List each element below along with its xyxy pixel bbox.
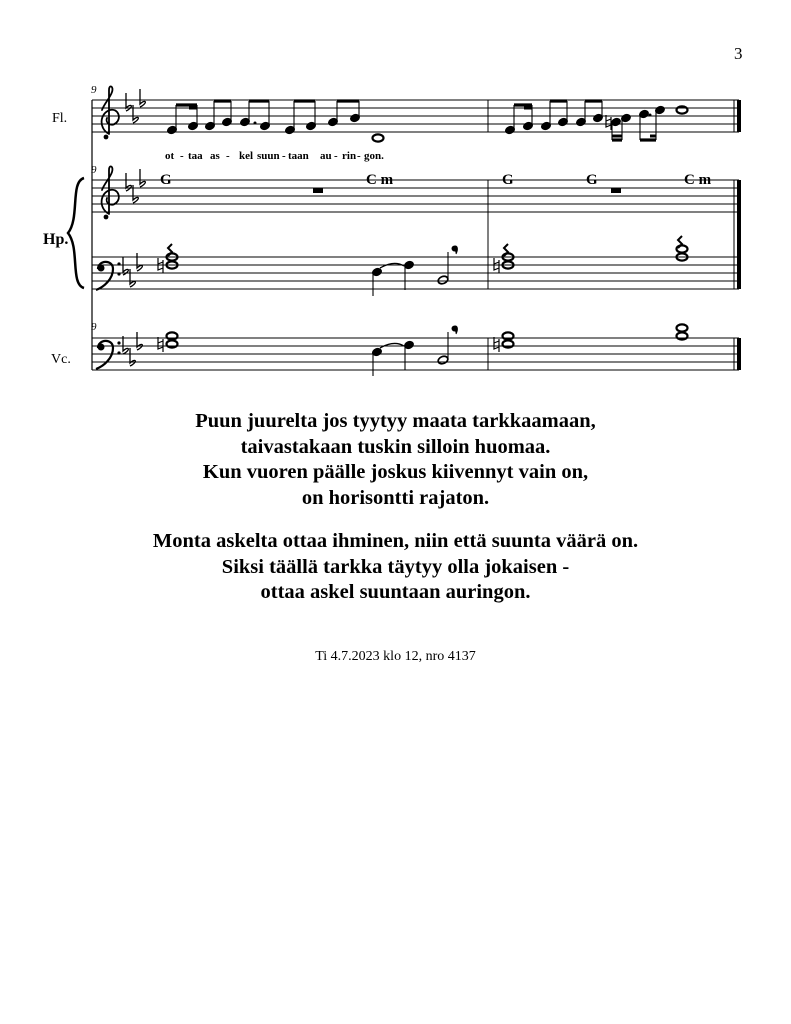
cello-notes-measure-9: [158, 326, 457, 376]
lyric-syllable: au: [320, 150, 332, 162]
lyrics-stanza-1: [0, 409, 791, 511]
stanza-line: taivastakaan tuskin silloin huomaa.: [240, 435, 551, 458]
chord-symbol: C m: [684, 172, 712, 188]
measure-number: 9: [91, 84, 97, 96]
lyric-syllable: kel: [239, 150, 254, 162]
lyric-syllable: rin: [342, 150, 357, 162]
lyric-syllable: ot: [165, 150, 175, 162]
bass-clef: [96, 262, 121, 290]
instrument-name-harp: Hp.: [43, 231, 69, 248]
stanza-line: Kun vuoren päälle joskus kiivennyt vain on,: [202, 461, 589, 483]
lyric-syllable: as: [210, 150, 220, 162]
lyric-syllable: gon.: [364, 150, 384, 162]
lyric-syllable: -: [282, 150, 286, 162]
music-score: [0, 0, 791, 400]
whole-rest: [611, 188, 621, 193]
lyric-syllable: taan: [288, 150, 309, 162]
lyric-syllable: -: [180, 150, 184, 162]
measure-number: 9: [91, 321, 97, 333]
stanza-line: Siksi täällä tarkka täytyy olla jokaisen -: [221, 555, 570, 578]
stanza-line: ottaa askel suuntaan auringon.: [260, 581, 531, 603]
treble-clef: [102, 86, 119, 139]
stanza-line: Monta askelta ottaa ihminen, niin että suunta väärä on.: [152, 530, 639, 552]
instrument-name-cello: Vc.: [51, 352, 71, 367]
whole-rest: [313, 188, 323, 193]
final-barline: [734, 100, 739, 370]
chord-symbol: G: [160, 172, 172, 188]
lyric-syllable: taa: [188, 150, 203, 162]
stanza-line: on horisontti rajaton.: [301, 486, 490, 509]
lyrics-stanza-2: [0, 529, 791, 606]
chord-symbol: G: [502, 172, 514, 188]
stanza-line: Puun juurelta jos tyytyy maata tarkkaamaan,: [195, 410, 596, 432]
chord-symbol: C m: [366, 172, 394, 188]
treble-clef: [102, 166, 119, 219]
instrument-name-flute: Fl.: [52, 111, 68, 126]
harp-brace: [68, 178, 84, 288]
lyric-syllable: -: [226, 150, 230, 162]
lyric-syllable: -: [334, 150, 338, 162]
key-signature: [126, 169, 145, 203]
measure-number: 9: [91, 164, 97, 176]
flute-notes-measure-9: [166, 101, 383, 142]
lyric-syllable: -: [357, 150, 361, 162]
key-signature: [123, 253, 142, 287]
key-signature: [123, 332, 142, 366]
lyric-syllable: suun: [257, 150, 280, 162]
harp-bass-notes-measure-9: [158, 244, 457, 296]
page-number: 3: [734, 44, 743, 63]
footer-date: Ti 4.7.2023 klo 12, nro 4137: [315, 649, 476, 664]
flute-lyrics: [165, 150, 384, 162]
chord-symbol: G: [586, 172, 598, 188]
flute-notes-measure-10: [504, 101, 687, 140]
bass-clef: [96, 341, 121, 369]
key-signature: [126, 89, 145, 123]
harp-bass-notes-measure-10: [494, 236, 688, 273]
